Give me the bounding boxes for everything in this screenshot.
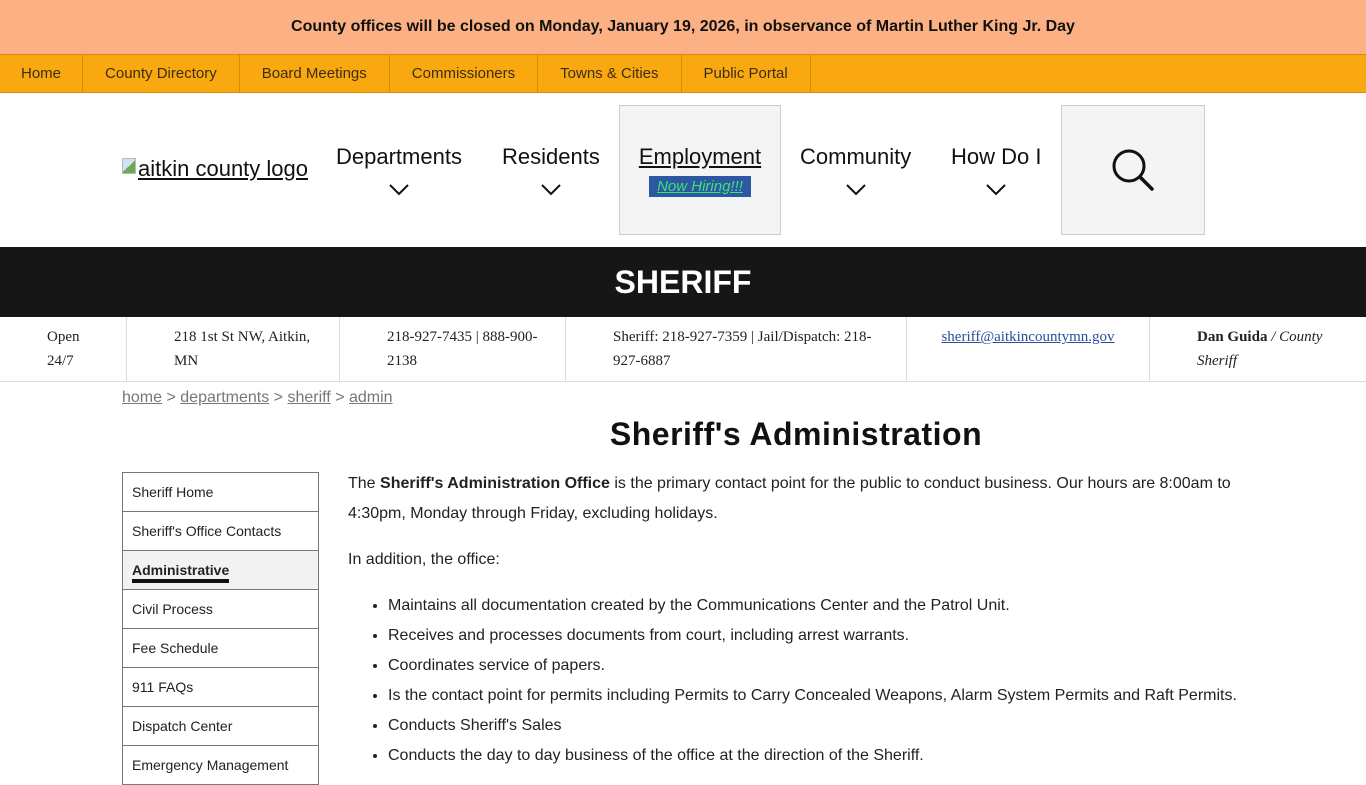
search-icon — [1111, 148, 1155, 192]
side-nav-emergency-management[interactable] — [123, 746, 318, 785]
hours-cell — [0, 317, 127, 381]
breadcrumb-admin[interactable]: admin — [349, 389, 393, 406]
addition-paragraph: In addition, the office: — [348, 551, 500, 568]
top-nav-home[interactable]: Home — [0, 55, 83, 92]
top-nav-county-directory[interactable]: County Directory — [83, 55, 240, 92]
menu-residents[interactable] — [502, 93, 600, 247]
menu-employment[interactable] — [619, 105, 781, 235]
side-nav-label: Fee Schedule — [132, 640, 219, 656]
menu-employment-label[interactable]: Employment — [638, 143, 762, 169]
chevron-down-icon — [541, 184, 561, 196]
side-nav-label: Dispatch Center — [132, 718, 233, 734]
side-nav-dispatch-center[interactable] — [123, 707, 318, 746]
top-nav-towns-cities[interactable]: Towns & Cities — [538, 55, 681, 92]
chevron-down-icon — [389, 184, 409, 196]
chevron-down-icon — [846, 184, 866, 196]
intro-suffix: is the primary contact point for the public to conduct business. Our hours are 8:00am to 4:30pm, Monday through Friday, excluding holidays. — [348, 475, 1231, 522]
site-header — [0, 93, 1366, 247]
breadcrumb-separator: > — [335, 389, 345, 406]
chevron-down-icon — [986, 184, 1006, 196]
list-item: • Conducts the day to day business of the office at the direction of the Sheriff. — [388, 741, 1248, 771]
side-nav-label: Civil Process — [132, 601, 213, 617]
menu-community[interactable] — [800, 93, 911, 247]
list-item: • Conducts Sheriff's Sales — [388, 711, 1248, 741]
email-cell — [907, 317, 1150, 381]
main-content — [348, 469, 1248, 771]
intro-prefix: The — [348, 475, 381, 492]
contact-info-strip — [0, 317, 1366, 382]
county-logo-link[interactable] — [122, 156, 308, 182]
menu-departments-label: Departments — [336, 144, 462, 169]
breadcrumb — [122, 389, 393, 407]
side-nav-label: Emergency Management — [132, 757, 289, 773]
menu-departments[interactable] — [336, 93, 462, 247]
alert-text: County offices will be closed on Monday, January 19, 2026, in observance of Martin Luther King Jr. Day — [291, 18, 1075, 35]
side-nav-911-faqs[interactable] — [123, 668, 318, 707]
side-nav-label: Sheriff Home — [132, 484, 214, 500]
now-hiring-badge[interactable]: Now Hiring!!! — [649, 176, 751, 197]
breadcrumb-separator: > — [273, 389, 284, 406]
side-nav-label: 911 FAQs — [132, 679, 194, 695]
menu-community-label: Community — [800, 144, 912, 169]
sheriff-phones: Sheriff: 218-927-7359 | Jail/Dispatch: 218-927-6887 — [613, 329, 872, 369]
phones-cell — [340, 317, 566, 381]
top-nav-public-portal[interactable]: Public Portal — [682, 55, 811, 92]
breadcrumb-sheriff[interactable]: sheriff — [287, 389, 331, 406]
side-nav-fee-schedule[interactable] — [123, 629, 318, 668]
closure-alert-banner — [0, 0, 1366, 54]
office-hours: Open 24/7 — [47, 329, 80, 369]
menu-how-do-i-label: How Do I — [951, 144, 1042, 169]
department-title: SHERIFF — [614, 263, 752, 300]
sheriff-email-link[interactable]: sheriff@aitkincountymn.gov — [941, 329, 1115, 345]
list-item: • Is the contact point for permits including Permits to Carry Concealed Weapons, Alarm System Permits and Raft Permits. — [388, 681, 1248, 711]
sheriff-phones-cell — [566, 317, 907, 381]
office-address: 218 1st St NW, Aitkin, MN — [174, 329, 311, 369]
top-nav-commissioners[interactable]: Commissioners — [390, 55, 538, 92]
menu-how-do-i[interactable] — [951, 93, 1041, 247]
breadcrumb-separator: > — [166, 389, 176, 406]
search-button[interactable] — [1061, 105, 1205, 235]
list-item: • Maintains all documentation created by the Communications Center and the Patrol Unit. — [388, 591, 1248, 621]
intro-paragraph — [348, 469, 1248, 529]
menu-residents-label: Residents — [502, 144, 600, 169]
sheriff-side-nav — [122, 472, 319, 785]
sheriff-title: / County Sheriff — [1197, 329, 1323, 369]
sheriff-name: Dan Guida — [1197, 329, 1268, 345]
broken-image-icon — [122, 158, 136, 174]
breadcrumb-home[interactable]: home — [122, 389, 163, 406]
side-nav-label: Sheriff's Office Contacts — [132, 523, 282, 539]
side-nav-sheriff-home[interactable] — [123, 473, 318, 512]
intro-bold: Sheriff's Administration Office — [380, 475, 610, 492]
page-title: Sheriff's Administration — [609, 416, 983, 452]
side-nav-civil-process[interactable] — [123, 590, 318, 629]
top-nav-board-meetings[interactable]: Board Meetings — [240, 55, 390, 92]
list-item: • Coordinates service of papers. — [388, 651, 1248, 681]
sheriff-name-cell — [1150, 317, 1366, 381]
department-title-band — [0, 247, 1366, 317]
list-item: • Receives and processes documents from court, including arrest warrants. — [388, 621, 1248, 651]
top-nav — [0, 54, 1366, 93]
side-nav-label: Administrative — [132, 562, 229, 583]
logo-alt-text: aitkin county logo — [138, 156, 308, 181]
side-nav-office-contacts[interactable] — [123, 512, 318, 551]
address-cell — [127, 317, 340, 381]
duties-list — [348, 591, 1248, 771]
breadcrumb-departments[interactable]: departments — [180, 389, 270, 406]
office-phones: 218-927-7435 | 888-900-2138 — [387, 329, 538, 369]
side-nav-administrative[interactable] — [123, 551, 318, 590]
